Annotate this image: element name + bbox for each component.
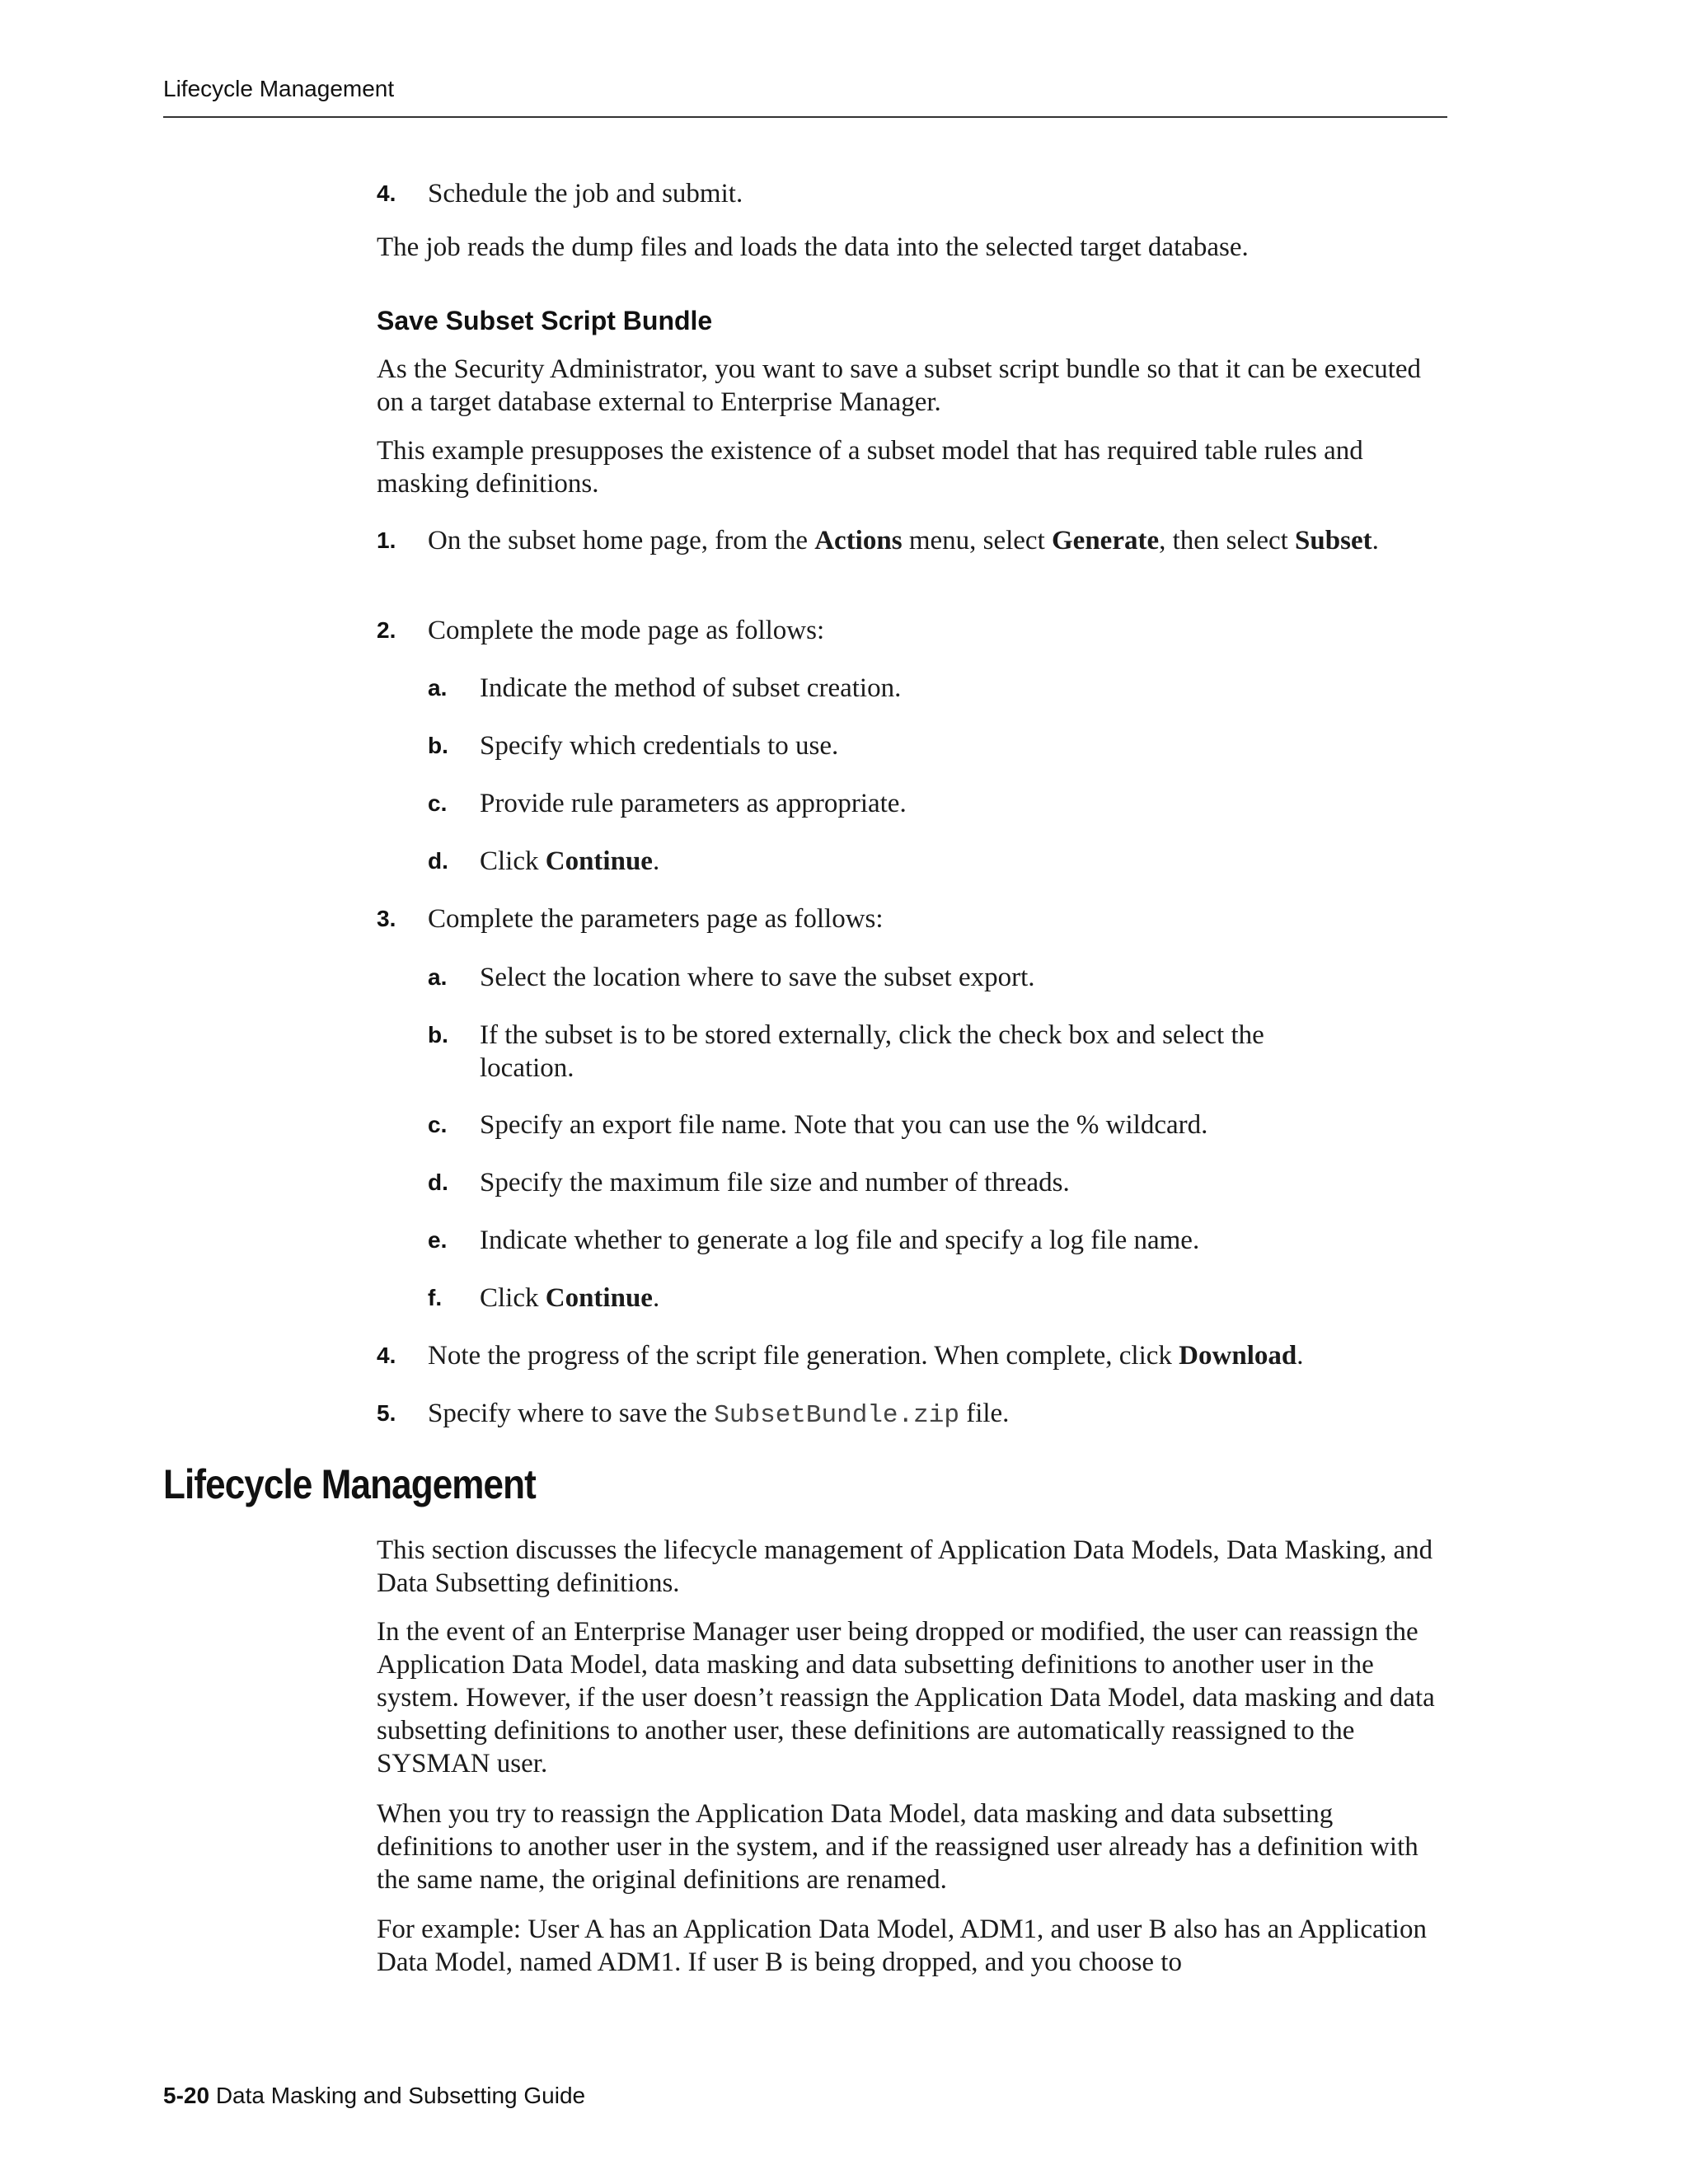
step-5-text-part: Specify where to save the [428,1399,715,1428]
step-number: 4. [377,180,396,206]
substep-label: c. [428,790,448,816]
step-4-text [428,1339,1450,1372]
step-1-text [428,524,1450,557]
file-name-code: SubsetBundle.zip [714,1401,959,1430]
substep-text [480,845,1444,878]
substep-label: e. [428,1227,448,1253]
intro-paragraph-1: As the Security Administrator, you want to save a subset script bundle so that it can be executed on a target database external to Enterprise Manager. [377,354,1422,417]
substep-label: d. [428,848,448,874]
step-5-text-part: file. [959,1399,1010,1428]
substep-text: Specify which credentials to use. [480,731,839,761]
substep-text-part: . [652,1283,660,1313]
step-number: 3. [377,906,396,931]
section-heading-save-subset: Save Subset Script Bundle [377,306,713,335]
button-name-continue: Continue [545,846,653,876]
step-1-text-part: On the subset home page, from the [428,526,815,555]
page-footer [163,2083,585,2109]
step-number: 2. [377,617,396,643]
step-text: Schedule the job and submit. [428,179,743,209]
substep-label: c. [428,1112,448,1137]
substep-label: b. [428,1022,448,1047]
intro-paragraph-2: This example presupposes the existence of a subset model that has required table rules and masking definitions. [377,436,1363,499]
page-number: 5-20 [163,2083,210,2108]
lifecycle-paragraph-3: When you try to reassign the Application Data Model, data masking and data subsetting definitions to another user in the system, and if the reassigned user already has a definition with the same name, the original definitions are renamed. [377,1799,1418,1895]
running-header: Lifecycle Management [163,76,395,101]
book-title: Data Masking and Subsetting Guide [215,2083,586,2108]
result-paragraph: The job reads the dump files and loads the data into the selected target database. [377,232,1249,262]
substep-text-part: . [652,846,660,876]
step-number: 5. [377,1400,396,1426]
substep-text: Specify an export file name. Note that you can use the % wildcard. [480,1110,1208,1140]
substep-label: a. [428,675,448,701]
step-1-text-part: . [1372,526,1379,555]
step-4-text-part: . [1296,1341,1304,1371]
lifecycle-paragraph-1: This section discusses the lifecycle management of Application Data Models, Data Masking, and Data Subsetting definitions. [377,1535,1433,1598]
substep-label: b. [428,733,448,758]
substep-label: f. [428,1285,443,1310]
substep-text: Provide rule parameters as appropriate. [480,789,907,818]
lifecycle-paragraph-2: In the event of an Enterprise Manager user being dropped or modified, the user can reassign the Application Data Model, data masking and data subsetting definitions to another user in the system. However, if the user doesn’t reassign the Application Data Model, data masking and data subsetting definitions to another user, these definitions are automatically reassigned to the SYSMAN user. [377,1617,1435,1779]
substep-text: If the subset is to be stored externally, click the check box and select the location. [480,1020,1264,1083]
step-number: 4. [377,1343,396,1368]
substep-label: d. [428,1169,448,1195]
menu-item-subset: Subset [1295,526,1372,555]
substep-text: Indicate the method of subset creation. [480,673,902,703]
substep-text [480,1282,1444,1315]
substep-text: Specify the maximum file size and number of threads. [480,1168,1070,1197]
button-name-download: Download [1179,1341,1297,1371]
step-1-text-part: , then select [1159,526,1296,555]
step-5-text [428,1397,1450,1432]
step-number: 1. [377,527,396,553]
step-1-text-part: menu, select [902,526,1052,555]
substep-text-part: Click [480,846,546,876]
menu-item-generate: Generate [1052,526,1160,555]
step-3-text: Complete the parameters page as follows: [428,904,884,934]
header-rule [163,116,1447,118]
substep-label: a. [428,964,448,990]
substep-text: Select the location where to save the subset export. [480,963,1035,992]
step-2-text: Complete the mode page as follows: [428,616,825,645]
section-heading-lifecycle: Lifecycle Management [163,1461,536,1507]
step-4-text-part: Note the progress of the script file generation. When complete, click [428,1341,1179,1371]
substep-text: Indicate whether to generate a log file and specify a log file name. [480,1226,1200,1255]
button-name-continue: Continue [545,1283,653,1313]
menu-name-actions: Actions [814,526,903,555]
lifecycle-paragraph-4: For example: User A has an Application Data Model, ADM1, and user B also has an Application Data Model, named ADM1. If user B is being dropped, and you choose to [377,1915,1427,1977]
substep-text-part: Click [480,1283,546,1313]
